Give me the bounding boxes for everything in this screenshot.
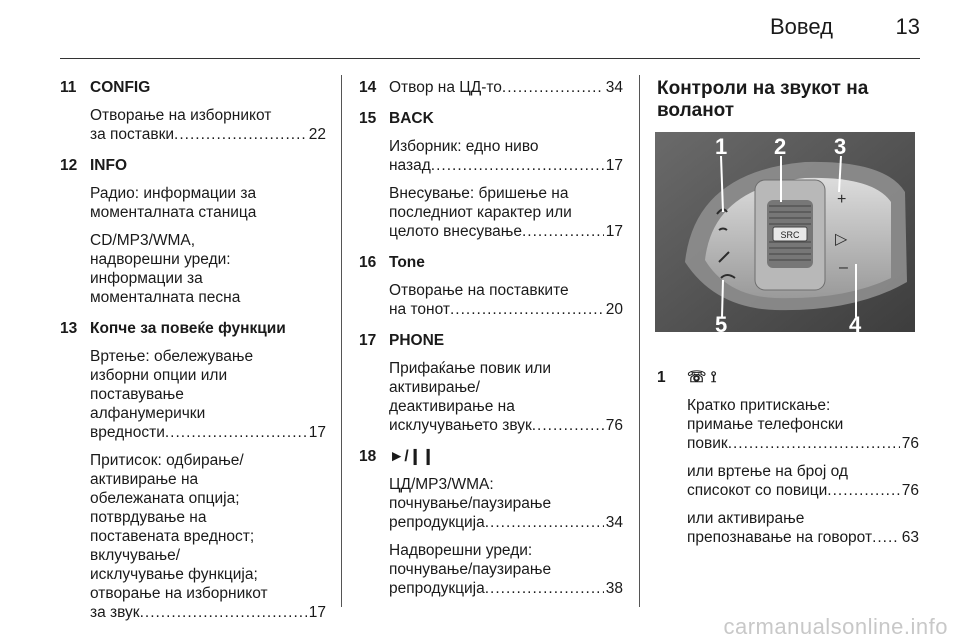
text-line: моменталната станица xyxy=(90,204,257,221)
item-entry xyxy=(359,78,623,97)
column-divider xyxy=(341,75,342,607)
steering-wheel-controls-figure xyxy=(655,132,915,332)
item-number: 16 xyxy=(359,254,377,271)
page-reference: 34 xyxy=(605,79,623,96)
item-key: ►/❙❙ xyxy=(389,448,435,465)
watermark: carmanualsonline.info xyxy=(723,614,948,639)
leader-dots xyxy=(872,528,900,547)
leader-text: повик xyxy=(687,435,728,452)
leader-line xyxy=(389,579,623,598)
leader-dots xyxy=(485,513,604,532)
entry-gap xyxy=(359,97,623,109)
entry-gap xyxy=(359,241,623,253)
text-line: изборни опции или xyxy=(90,367,228,384)
leader-dots xyxy=(140,603,307,622)
text-line: обележаната опција; xyxy=(90,490,240,507)
item-paragraph xyxy=(389,281,623,319)
item-number: 12 xyxy=(60,157,78,174)
text-line: Изборник: едно ниво xyxy=(389,138,539,155)
leader-dots xyxy=(827,481,899,500)
leader-line xyxy=(687,481,919,500)
text-line: активирање на xyxy=(90,471,199,488)
page-reference: 34 xyxy=(605,514,623,531)
leader-text: за звук xyxy=(90,604,140,621)
text-line: Надворешни уреди: xyxy=(389,542,533,559)
leader-line xyxy=(687,528,919,547)
text-line: Отворање на изборникот xyxy=(90,107,272,124)
page-number: 13 xyxy=(895,14,920,39)
section-title: Вовед xyxy=(770,14,833,39)
text-line: потврдување на xyxy=(90,509,207,526)
leader-line xyxy=(389,222,623,241)
leader-dots xyxy=(532,416,604,435)
leader-text: списокот со повици xyxy=(687,482,828,499)
text-line: Кратко притискање: xyxy=(687,397,831,414)
item-key: BACK xyxy=(389,110,434,127)
item-paragraph xyxy=(687,396,919,453)
page-reference: 63 xyxy=(901,529,919,546)
leader-line xyxy=(687,434,919,453)
leader-text: за поставки xyxy=(90,126,175,143)
text-line: примање телефонски xyxy=(687,416,844,433)
text-line: активирање/ xyxy=(389,379,480,396)
page-reference: 17 xyxy=(605,157,623,174)
leader-line xyxy=(90,423,326,442)
text-line: почнување/паузирање xyxy=(389,495,552,512)
leader-line xyxy=(389,300,623,319)
item-number: 18 xyxy=(359,448,377,465)
page-reference: 17 xyxy=(605,223,623,240)
leader-text: целото внесување xyxy=(389,223,522,240)
item-entry xyxy=(657,368,919,547)
leader-dots xyxy=(522,222,604,241)
leader-line xyxy=(389,78,623,97)
text-line: Внесување: бришење на xyxy=(389,185,569,202)
leader-text: Отвор на ЦД-то xyxy=(389,79,502,96)
item-key: ☏ ⟟ xyxy=(687,369,717,386)
header-rule xyxy=(60,58,920,59)
item-entry xyxy=(60,78,326,144)
text-line: Прифаќање повик или xyxy=(389,360,552,377)
leader-text: препознавање на говорот xyxy=(687,529,873,546)
leader-text: вредности xyxy=(90,424,165,441)
leader-text: репродукција xyxy=(389,580,485,597)
text-line: CD/MP3/WMA, xyxy=(90,232,196,249)
text-line: Притисок: одбирање/ xyxy=(90,452,244,469)
text-line: или активирање xyxy=(687,510,805,527)
item-paragraph xyxy=(389,137,623,175)
leader-dots xyxy=(485,579,604,598)
text-line: вклучување/ xyxy=(90,547,181,564)
item-entry xyxy=(359,447,623,598)
leader-text: исклучувањето звук xyxy=(389,417,532,434)
leader-dots xyxy=(502,78,604,97)
item-key: CONFIG xyxy=(90,79,151,96)
page-reference: 76 xyxy=(605,417,623,434)
entry-gap xyxy=(60,144,326,156)
text-line: почнување/паузирање xyxy=(389,561,552,578)
callout-4: 4 xyxy=(849,312,862,332)
page-reference: 38 xyxy=(605,580,623,597)
entry-gap xyxy=(60,307,326,319)
text-line: надворешни уреди: xyxy=(90,251,231,268)
leader-dots xyxy=(431,156,604,175)
entry-gap xyxy=(359,319,623,331)
item-paragraph xyxy=(687,462,919,500)
callout-5: 5 xyxy=(715,312,728,332)
text-line: последниот карактер или xyxy=(389,204,572,221)
item-number: 15 xyxy=(359,110,377,127)
entry-gap xyxy=(359,435,623,447)
src-button-label: SRC xyxy=(780,230,800,240)
item-entry xyxy=(60,156,326,307)
text-line: Вртење: обележување xyxy=(90,348,254,365)
text-line: или вртење на број од xyxy=(687,463,848,480)
leader-line xyxy=(389,156,623,175)
text-line: отворање на изборникот xyxy=(90,585,268,602)
leader-line xyxy=(389,513,623,532)
item-entry xyxy=(359,253,623,319)
item-paragraph xyxy=(389,475,623,532)
leader-line xyxy=(90,125,326,144)
item-number: 14 xyxy=(359,79,377,96)
item-key: PHONE xyxy=(389,332,445,349)
item-number: 17 xyxy=(359,332,377,349)
callout-1: 1 xyxy=(715,134,728,159)
item-number: 13 xyxy=(60,320,78,337)
item-number: 11 xyxy=(60,79,77,96)
next-icon: ▷ xyxy=(835,231,848,248)
item-key: Tone xyxy=(389,254,425,271)
leader-text: назад xyxy=(389,157,431,174)
volume-up-icon: + xyxy=(837,191,847,208)
item-paragraph xyxy=(90,184,326,222)
leader-dots xyxy=(450,300,604,319)
item-paragraph xyxy=(389,359,623,435)
text-line: поставување xyxy=(90,386,184,403)
item-entry xyxy=(359,331,623,435)
item-paragraph xyxy=(90,231,326,307)
item-paragraph xyxy=(687,509,919,547)
callout-2: 2 xyxy=(774,134,787,159)
text-line: алфанумерички xyxy=(90,405,206,422)
controls-heading xyxy=(657,78,919,122)
text-line: информации за xyxy=(90,270,203,287)
item-entry xyxy=(359,109,623,241)
item-paragraph xyxy=(90,106,326,144)
column-1 xyxy=(60,78,326,622)
item-paragraph xyxy=(389,184,623,241)
leader-dots xyxy=(165,423,307,442)
text-line: Радио: информации за xyxy=(90,185,257,202)
leader-text: репродукција xyxy=(389,514,485,531)
item-paragraph xyxy=(389,541,623,598)
leader-line xyxy=(90,603,326,622)
text-line: ЦД/MP3/WMA: xyxy=(389,476,494,493)
page-reference: 20 xyxy=(605,301,623,318)
callout-3: 3 xyxy=(834,134,847,159)
column-2 xyxy=(359,78,623,598)
item-key: Копче за повеќе функции xyxy=(90,320,286,337)
leader-dots xyxy=(728,434,900,453)
volume-down-icon: – xyxy=(839,259,848,276)
text-line: Отворање на поставките xyxy=(389,282,569,299)
leader-line xyxy=(389,416,623,435)
page-reference: 17 xyxy=(308,424,326,441)
column-divider xyxy=(639,75,640,607)
text-line: деактивирање на xyxy=(389,398,515,415)
text-line: исклучување функција; xyxy=(90,566,258,583)
text-line: поставената вредност; xyxy=(90,528,255,545)
item-key: INFO xyxy=(90,157,128,174)
text-line: моменталната песна xyxy=(90,289,241,306)
heading-line: воланот xyxy=(657,100,735,121)
leader-text: на тонот xyxy=(389,301,450,318)
page-reference: 76 xyxy=(901,435,919,452)
page-reference: 76 xyxy=(901,482,919,499)
page-reference: 22 xyxy=(308,126,326,143)
item-entry xyxy=(60,319,326,622)
leader-dots xyxy=(174,125,307,144)
item-paragraph xyxy=(90,347,326,442)
item-number: 1 xyxy=(657,369,666,386)
page-reference: 17 xyxy=(308,604,326,621)
item-paragraph xyxy=(90,451,326,622)
heading-line: Контроли на звукот на xyxy=(657,78,869,99)
